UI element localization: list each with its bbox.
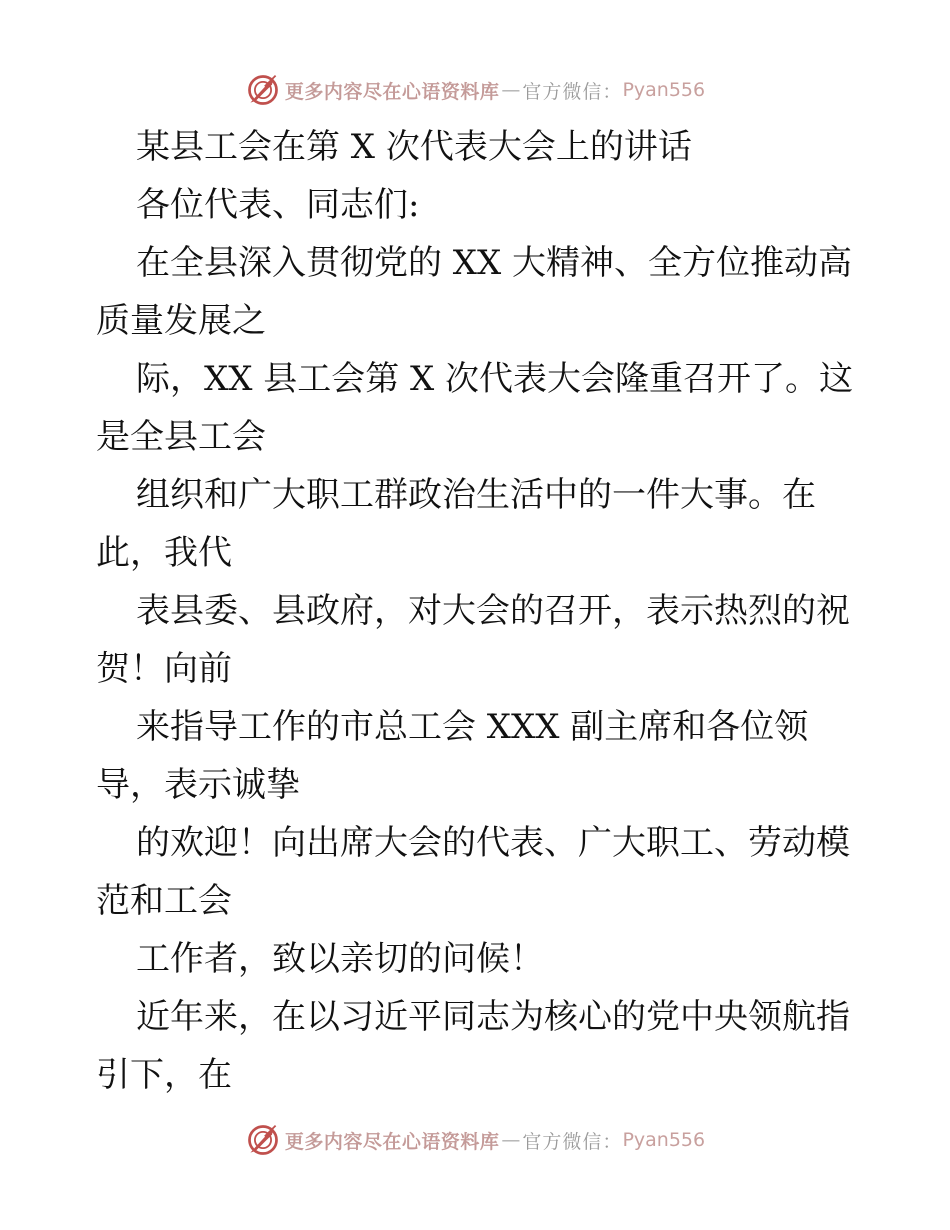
quill-pen-logo-icon (245, 1122, 281, 1158)
footer-watermark (0, 1120, 950, 1160)
paragraph-line: 表县委、县政府，对大会的召开，表示热烈的祝 (136, 591, 850, 631)
paragraph-line: 质量发展之 (96, 301, 266, 341)
paragraph-line: 来指导工作的市总工会 XXX 副主席和各位领 (136, 707, 809, 747)
quill-pen-logo-icon (245, 72, 281, 108)
paragraph-line: 导，表示诚挚 (96, 765, 300, 805)
header-watermark (0, 70, 950, 110)
document-title: 某县工会在第 X 次代表大会上的讲话 (136, 127, 692, 167)
watermark-wechat-label: 官方微信： (522, 80, 623, 103)
watermark-wechat-id: Pyan556 (622, 79, 706, 101)
paragraph-line: 贺！向前 (96, 649, 232, 689)
watermark-dash: — (501, 79, 521, 101)
paragraph-line: 组织和广大职工群政治生活中的一件大事。在 (136, 475, 816, 515)
paragraph-line: 在全县深入贯彻党的 XX 大精神、全方位推动高 (136, 243, 853, 283)
paragraph-line: 此，我代 (96, 533, 232, 573)
paragraph-line: 是全县工会 (96, 417, 266, 457)
paragraph-line: 工作者，致以亲切的问候！ (136, 939, 544, 979)
paragraph-line: 际，XX 县工会第 X 次代表大会隆重召开了。这 (136, 359, 854, 399)
paragraph-line: 引下，在 (96, 1055, 232, 1095)
watermark-wechat-id: Pyan556 (622, 1129, 706, 1151)
document-salutation: 各位代表、同志们: (136, 185, 420, 225)
document-body (96, 118, 876, 1104)
paragraph-line: 近年来，在以习近平同志为核心的党中央领航指 (136, 997, 850, 1037)
paragraph-line: 的欢迎！向出席大会的代表、广大职工、劳动模 (136, 823, 850, 863)
paragraph-line: 范和工会 (96, 881, 232, 921)
watermark-dash: — (501, 1129, 521, 1151)
watermark-brand: 更多内容尽在心语资料库 (284, 80, 500, 103)
watermark-wechat-label: 官方微信： (522, 1130, 623, 1153)
watermark-brand: 更多内容尽在心语资料库 (284, 1130, 500, 1153)
